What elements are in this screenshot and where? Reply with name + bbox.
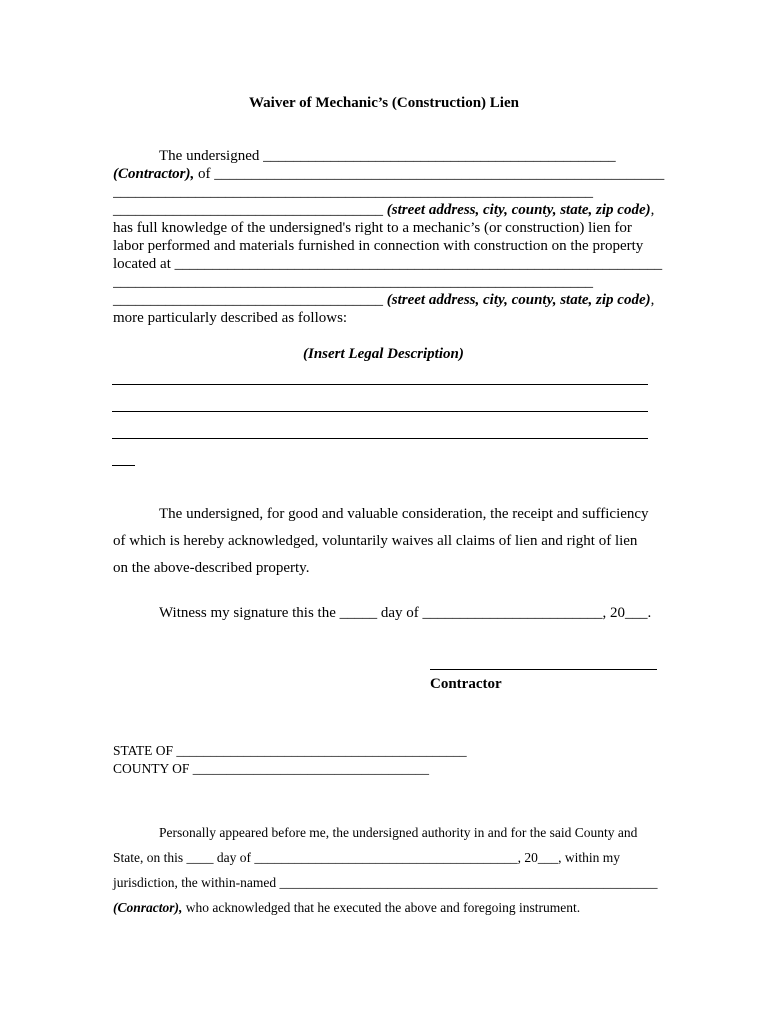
address2-label: (street address, city, county, state, zip code) [386, 292, 651, 308]
contractor-of-line [113, 165, 664, 183]
address2-blank: ____________________________________ [113, 292, 383, 308]
legal-line-1 [112, 384, 648, 385]
consideration-line-1: The undersigned, for good and valuable consideration, the receipt and sufficiency [159, 506, 649, 522]
consideration-line-2: of which is hereby acknowledged, voluntarily waives all claims of lien and right of lien [113, 533, 638, 549]
address-blank: ____________________________________ [113, 202, 383, 218]
signature-label: Contractor [430, 676, 502, 692]
address-line-2 [113, 291, 654, 309]
knowledge-line: has full knowledge of the undersigned's right to a mechanic’s (or construction) lien for [113, 220, 632, 236]
described-line: more particularly described as follows: [113, 310, 348, 326]
address-line-1 [113, 201, 654, 219]
address-blank-line-1: ________________________________________________________________ [113, 184, 593, 200]
legal-line-2 [112, 411, 648, 412]
appeared-line-4 [113, 899, 580, 917]
appeared-line-3: jurisdiction, the within-named ________________________________________________________ [113, 875, 658, 890]
conractor-label: (Conractor), [113, 900, 183, 915]
document-title: Waiver of Mechanic’s (Construction) Lien [249, 95, 519, 111]
signature-line [430, 669, 657, 670]
address2-comma: , [650, 292, 655, 308]
consideration-line-3: on the above-described property. [113, 560, 310, 576]
labor-line: labor performed and materials furnished in connection with construction on the property [113, 238, 644, 254]
located-at-line: located at _________________________________________________________________ [113, 256, 663, 272]
legal-line-3 [112, 438, 648, 439]
address-label: (street address, city, county, state, zip code) [386, 202, 651, 218]
contractor-label: (Contractor), [113, 166, 195, 182]
address-blank-line-2: ________________________________________________________________ [113, 274, 593, 290]
legal-line-4 [112, 465, 135, 466]
address-comma: , [650, 202, 655, 218]
undersigned-line: The undersigned _______________________________________________ [159, 148, 616, 164]
legal-description-label: (Insert Legal Description) [303, 346, 464, 362]
county-line: COUNTY OF ___________________________________ [113, 761, 430, 776]
appeared-line-2: State, on this ____ day of _______________________________________, 20___, within my [113, 850, 620, 865]
appeared-line-1: Personally appeared before me, the undersigned authority in and for the said County and [159, 825, 638, 840]
of-blank: of ____________________________________________________________ [194, 166, 665, 182]
acknowledged-text: who acknowledged that he executed the above and foregoing instrument. [182, 900, 581, 915]
state-line: STATE OF ___________________________________________ [113, 743, 467, 758]
witness-line: Witness my signature this the _____ day of ________________________, 20___. [159, 605, 652, 621]
